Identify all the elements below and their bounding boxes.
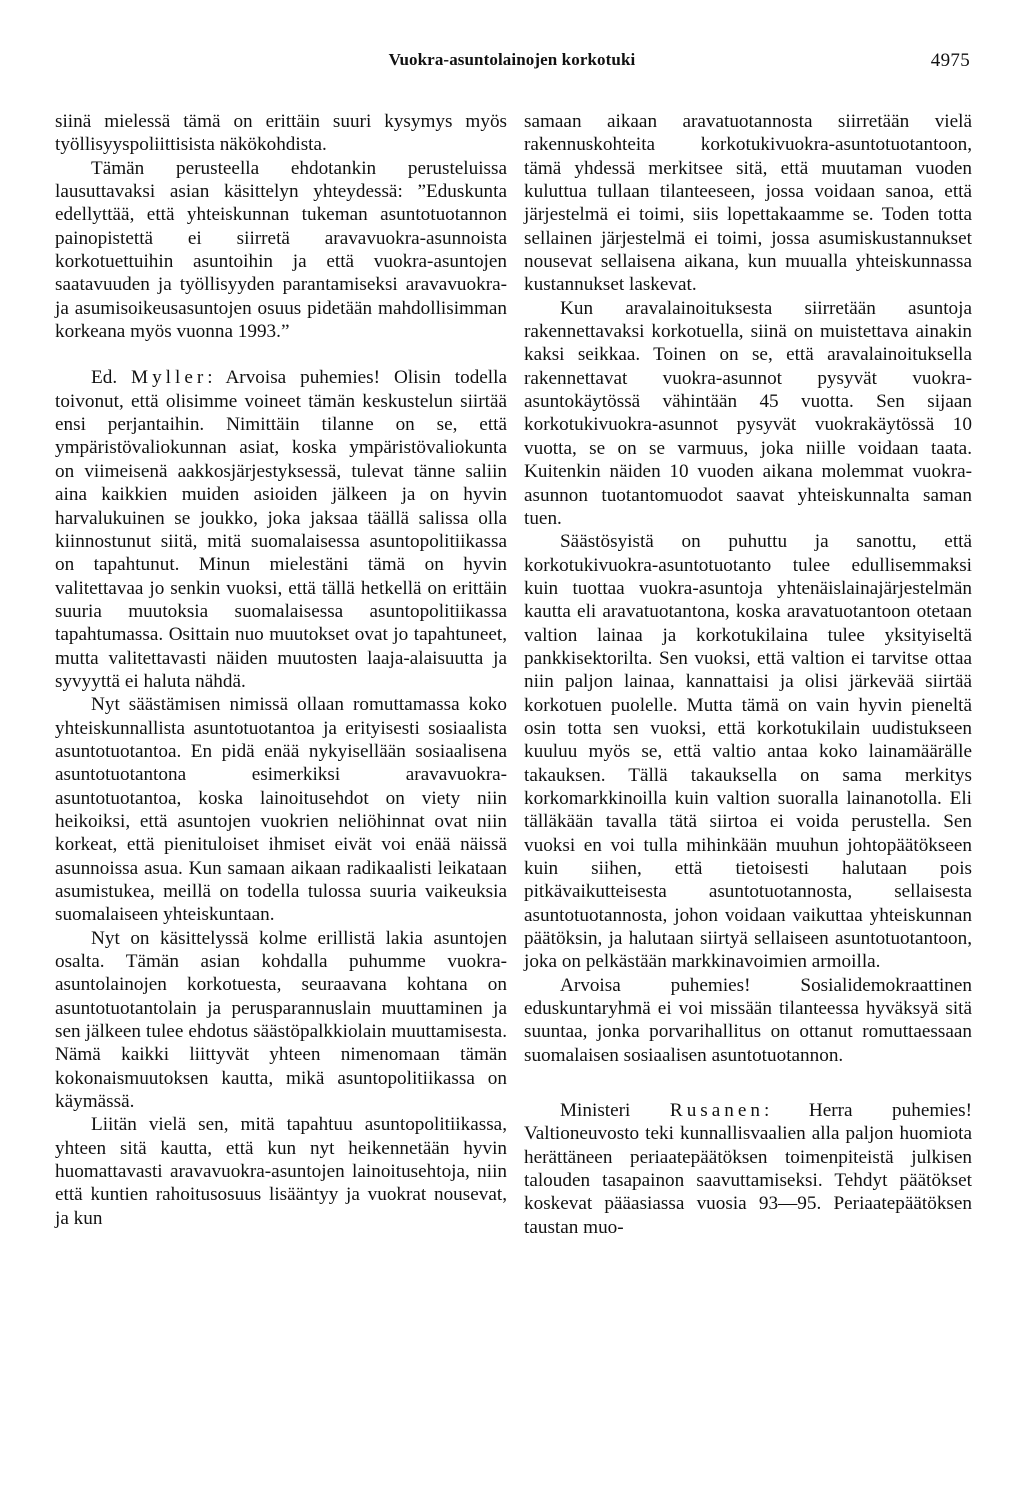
speaker-name: Rusanen [669,1100,764,1122]
speaker-name: Myller [131,367,208,389]
speaker-title: Ministeri [560,1100,670,1122]
speech-text: : Arvoisa puhemies! Olisin todella toivonut, että olisimme voineet tämän keskustelun siirtää ensi perjantaihin. Nimittäin tilanne on se, että ympäristövaliokunnan asiat, koska ympäristövaliokunta on viimeisenä aakkosjärjestyksessä, tulevat tänne saliin aina kaikkien muiden asioiden jälkeen ja on hyvin harvalukuinen se joukko, joka jaksaa täällä salissa olla kiinnostunut siitä, mitä suomalaisessa asuntopolitiikassa on tapahtunut. Minun mielestäni tämä on hyvin valitettavaa jo senkin vuoksi, että tällä hetkellä on erittäin suuria muutoksia suomalaisessa asuntopolitiikassa tapahtumassa. Osittain nuo muutokset ovat jo tapahtuneet, mutta valitettavasti näiden muutosten laaja-alaisuutta ja syvyyttä ei haluta nähdä. [55,367,507,692]
speaker-title: Ed. [91,367,132,389]
paragraph: siinä mielessä tämä on erittäin suuri kysymys myös työllisyyspoliittisista näkökohdista. [55,111,507,156]
page-number: 4975 [930,50,970,71]
paragraph: Kun aravalainoituksesta siirretään asuntoja rakennettavaksi korkotuella, siinä on muistettava ainakin kaksi seikkaa. Toinen on se, että aravalainoituksella rakennettavat vuokra-asunnot pysyvät vuokra-asuntokäytössä vähintään 45 vuotta. Sen sijaan korkotukivuokra-asunnot pysyvät vuokrakäytössä 10 vuotta, se on se varmuus, joka niille voidaan taata. Kuitenkin näiden 10 vuoden aikana molemmat vuokra-asunnon tuotantomuodot saavat yhteiskunnalta saman tuen. [524,297,972,529]
running-header [0,50,1024,74]
paragraph: Säästösyistä on puhuttu ja sanottu, että korkotukivuokra-asuntotuotanto tulee edullisemmaksi kuin tuottaa vuokra-asuntoja yhtenäislainajärjestelmän kautta eli aravatuotantona, koska aravatuotantoon otetaan valtion lainaa ja korkotukilaina tulee yksityiseltä pankkisektorilta. Sen vuoksi, että valtion ei tarvitse ottaa niin paljon lainaa, kannattaisi ja olisi järkevää siirtää korkotuen puolelle. Mutta tämä on vain hyvin pieneltä osin totta sen vuoksi, että korkotukilain uudistukseen kuuluu myös se, että valtio antaa koko lainamäärälle takauksen. Tällä takauksella on sama merkitys korkomarkkinoilla kuin valtion suoralla lainanotolla. Eli tälläkään tavalla tätä siirtoa ei voida perustella. Sen vuoksi en voi tulla mihinkään muuhun johtopäätökseen kuin siihen, että tietoisesti halutaan pois pitkävaikutteisesta asuntotuotannosta, sellaisesta asuntotuotannosta, johon voidaan vaikuttaa yhteiskunnan päätöksin, ja halutaan siirtyä sellaiseen asuntotuotantoon, joka on pelkästään markkinavoimien armoilla. [524,531,972,973]
paragraph: Nyt on käsittelyssä kolme erillistä lakia asuntojen osalta. Tämän asian kohdalla puhumme vuokra-asuntolainojen korkotuesta, seuraavana kohtana on asuntotuotantolain ja perusparannuslain muuttaminen ja sen jälkeen tulee ehdotus säästöpalkkiolain muuttamisesta. Nämä kaikki liittyvät yhteen nimenomaan tämän kokonaismuutoksen kautta, mikä asuntopolitiikassa on käymässä. [55,927,507,1113]
speech-rusanen [524,1099,972,1239]
speech-text: : Herra puhemies! Valtioneuvosto teki kunnallisvaalien alla paljon huomiota herättäneen periaatepäätöksen toimenpiteistä julkisen talouden tasapainon saavuttamiseksi. Tehdyt päätökset koskevat pääasiassa vuosia 93—95. Periaatepäätöksen taustan muo- [524,1100,972,1238]
paragraph: Liitän vielä sen, mitä tapahtuu asuntopolitiikassa, yhteen sitä kautta, että kun nyt heikennetään hyvin huomattavasti aravavuokra-asuntojen lainoitusehtoja, niin että kuntien rahoitusosuus lisääntyy ja vuokrat nousevat, ja kun [55,1114,507,1229]
paragraph: Arvoisa puhemies! Sosialidemokraattinen eduskuntaryhmä ei voi missään tilanteessa hyväksyä sitä suuntaa, jonka porvarihallitus on ottanut romuttaessaan suomalaisen sosiaalisen asuntotuotannon. [524,974,972,1066]
left-column [55,110,507,1230]
paragraph: Nyt säästämisen nimissä ollaan romuttamassa koko yhteiskunnallista asuntotuotantoa ja erityisesti sosiaalista asuntotuotantoa. En pidä enää nykyisellään sosiaalisena asuntotuotantona esimerkiksi aravavuokra-asuntotuotantoa, koska lainoitusehdot on viety niin heikoiksi, että asuntojen vuokrien neliöhinnat ovat niin korkeat, että pienituloiset ihmiset eivät voi enää näissä asunnoissa asua. Kun samaan aikaan radikaalisti leikataan asumistukea, meillä on todella tulossa suuria vaikeuksia suomalaiseen yhteiskuntaan. [55,694,507,926]
speech-myller [55,366,507,693]
running-title: Vuokra-asuntolainojen korkotuki [388,50,636,69]
paragraph: Tämän perusteella ehdotankin perusteluissa lausuttavaksi asian käsittelyn yhteydessä: ”Eduskunta edellyttää, että yhteiskunnan tukeman asuntotuotannon painopistettä ei siirretä aravavuokra-asunnoista korkotuettuihin asuntoihin ja että vuokra-asuntojen saatavuuden ja työllisyyden parantamiseksi aravavuokra- ja asumisoikeusasuntojen osuus pidetään mahdollisimman korkeana myös vuonna 1993.” [55,157,507,343]
paragraph: samaan aikaan aravatuotannosta siirretään vielä rakennuskohteita korkotukivuokra-asuntotuotantoon, tämä yhdessä merkitsee sitä, että muutaman vuoden kuluttua tullaan tilanteeseen, jossa voidaan sanoa, että järjestelmä ei toimi, siis lopettakaamme se. Toden totta sellainen järjestelmä ei toimi, jossa asumiskustannukset nousevat sellaisena aikana, kun muualla yhteiskunnassa kustannukset laskevat. [524,111,972,296]
right-column [524,110,972,1239]
